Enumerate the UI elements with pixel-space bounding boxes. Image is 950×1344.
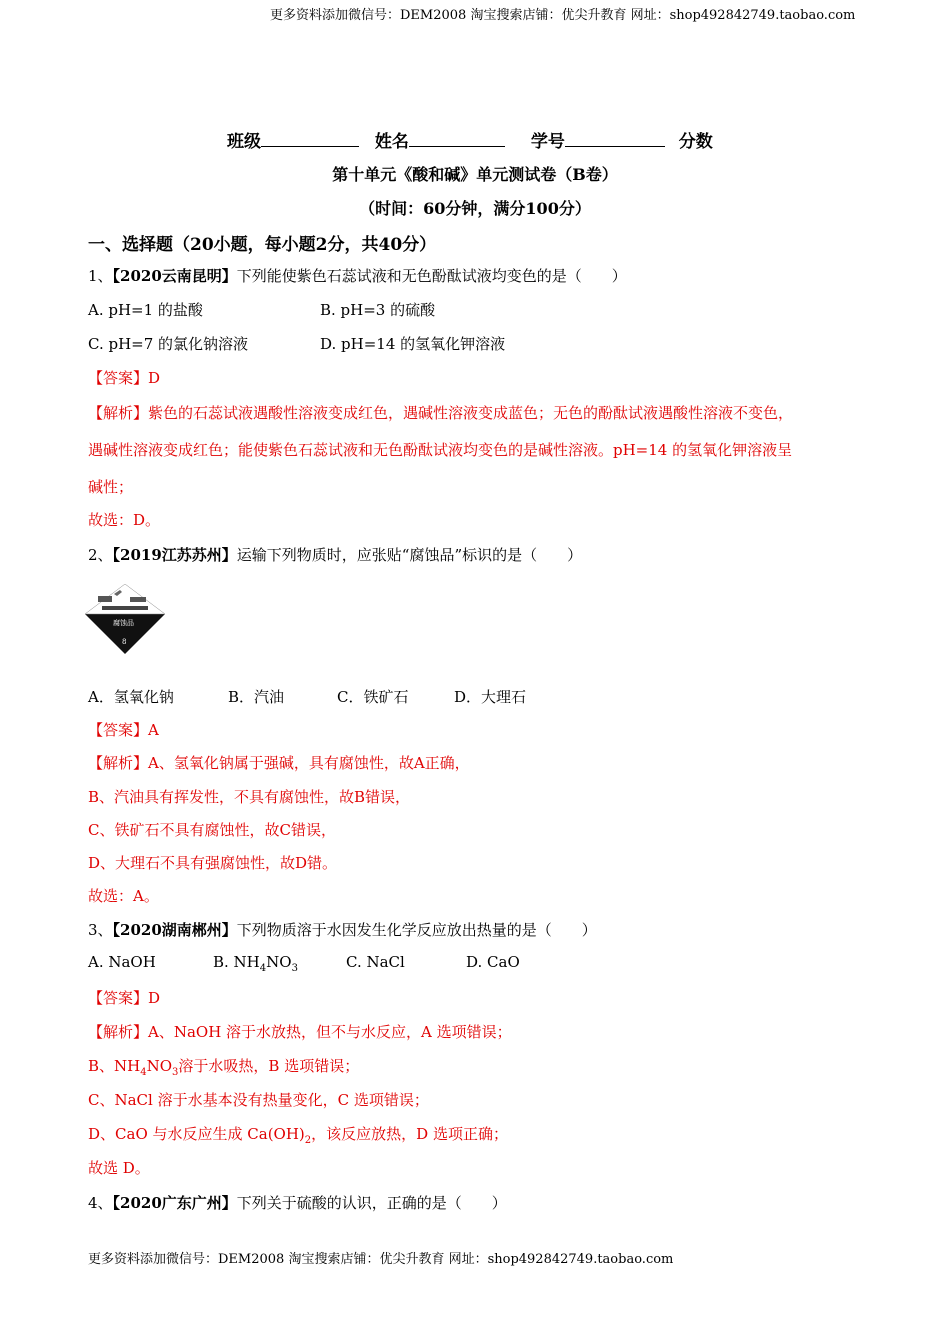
q2-analysis-line: D、大理石不具有强腐蚀性，故D错。 [88,854,338,872]
q3-answer: 【答案】D [88,989,161,1007]
q1-analysis-line: 碱性； [88,478,134,496]
id-label: 学号 [530,132,565,152]
q2-analysis-line: B、汽油具有挥发性，不具有腐蚀性，故B错误， [88,788,411,806]
q1-option-a: A. pH=1 的盐酸 [88,301,203,319]
q3-analysis-line: C、NaCl 溶于水基本没有热量变化，C 选项错误； [88,1091,429,1109]
name-label: 姓名 [374,132,409,152]
q4-source: 【2020广东广州】 [112,1194,237,1212]
page-subtitle: （时间：60分钟，满分100分） [359,199,591,218]
question-4 [88,1192,507,1213]
student-info-line [227,127,713,152]
score-label: 分数 [678,132,713,152]
q1-conclusion: 故选：D。 [88,511,161,529]
question-2 [88,544,582,565]
name-blank[interactable] [409,130,505,147]
q2-option-d: D．大理石 [454,688,527,706]
q1-analysis-line: 遇碱性溶液变成红色；能使紫色石蕊试液和无色酚酞试液均变色的是碱性溶液。pH=14 的氢氧化钾溶液呈 [88,441,793,459]
q1-option-d: D. pH=14 的氢氧化钾溶液 [320,335,506,353]
q2-stem: 运输下列物质时，应张贴“腐蚀品”标识的是（ ） [236,546,583,564]
q3-option-b: B. $NH_4NO_3$ [213,953,298,974]
q1-answer: 【答案】D [88,369,161,387]
page-footer: 更多资料添加微信号：DEM2008 淘宝搜索店铺：优尖升教育 网址：shop492842749.taobao.com [88,1252,674,1267]
q2-option-b: B．汽油 [228,688,285,706]
section-heading: 一、选择题（20小题，每小题2分，共40分） [88,235,437,255]
q3-number: 3、 [88,921,113,939]
q3-stem: 下列物质溶于水因发生化学反应放出热量的是（ ） [236,921,597,939]
class-blank[interactable] [261,130,359,147]
q3-option-d: D. CaO [466,953,520,971]
q3-analysis-line: 【解析】A、NaOH 溶于水放热，但不与水反应，A 选项错误； [88,1023,512,1041]
corrosive-sign [84,584,166,656]
q1-number: 1、 [88,267,113,285]
q1-option-b: B. pH=3 的硫酸 [320,301,436,319]
page-title: 第十单元《酸和碱》单元测试卷（B卷） [332,165,618,184]
q3-analysis-line: B、$NH_4NO_3$溶于水吸热，B 选项错误； [88,1057,360,1078]
q2-number: 2、 [88,546,113,564]
sign-number: 8 [122,638,127,646]
q3-conclusion: 故选 D。 [88,1159,150,1177]
q2-option-a: A．氢氧化钠 [88,688,174,706]
q3-source: 【2020湖南郴州】 [112,921,237,939]
q2-answer: 【答案】A [88,721,159,739]
q2-analysis-line: C、铁矿石不具有腐蚀性，故C错误， [88,821,336,839]
q2-conclusion: 故选：A。 [88,887,159,905]
q3-option-a: A. NaOH [88,953,156,971]
class-label: 班级 [227,132,261,152]
question-1 [88,265,627,286]
question-3 [88,919,597,940]
page-header: 更多资料添加微信号：DEM2008 淘宝搜索店铺：优尖升教育 网址：shop492842749.taobao.com [270,8,856,23]
q4-stem: 下列关于硫酸的认识，正确的是（ ） [236,1194,507,1212]
q1-analysis-line: 【解析】紫色的石蕊试液遇酸性溶液变成红色，遇碱性溶液变成蓝色；无色的酚酞试液遇酸性溶液不变色， [88,404,794,422]
q2-analysis-line: 【解析】A、氢氧化钠属于强碱，具有腐蚀性，故A正确， [88,754,470,772]
sign-label: 腐蚀品 [113,619,134,627]
q3-analysis-line: D、CaO 与水反应生成 $Ca(OH)_2$，该反应放热，D 选项正确； [88,1125,508,1146]
q4-number: 4、 [88,1194,113,1212]
q1-option-c: C. pH=7 的氯化钠溶液 [88,335,249,353]
q3-option-c: C. NaCl [346,953,405,971]
q2-option-c: C．铁矿石 [337,688,409,706]
q1-stem: 下列能使紫色石蕊试液和无色酚酞试液均变色的是（ ） [236,267,627,285]
id-blank[interactable] [565,130,665,147]
q1-source: 【2020云南昆明】 [112,267,237,285]
q2-source: 【2019江苏苏州】 [112,546,237,564]
